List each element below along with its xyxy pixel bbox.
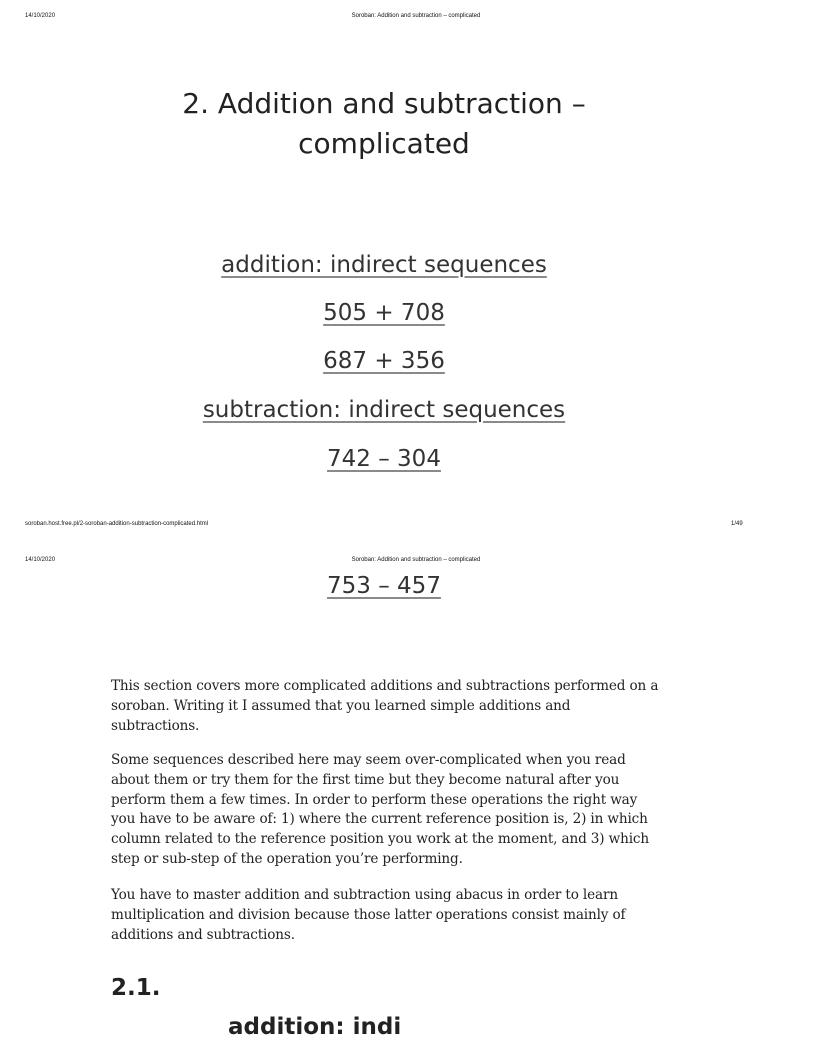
section-number: 2.1. bbox=[111, 975, 161, 1001]
print-date-page-2: 14/10/2020 bbox=[25, 557, 56, 563]
section-heading-partial: addition: indi bbox=[228, 1014, 402, 1040]
toc-item-subtraction-indirect bbox=[0, 395, 768, 425]
toc-link-addition-indirect[interactable]: addition: indirect sequences bbox=[221, 252, 547, 278]
toc-item-687-356 bbox=[0, 346, 768, 376]
article-title-line-2: complicated bbox=[298, 127, 470, 160]
sequences-paragraph: Some sequences described here may seem over-complicated when you read about them or try them for the first time but they become natural after you perform them a few times. In order to perform these operations the right way you have to be aware of: 1) where the current reference position is, 2) in which column related to the reference position you work at the moment, and 3) which step or sub-step of the operation you’re performing. bbox=[111, 752, 649, 867]
intro-paragraph: This section covers more complicated additions and subtractions performed on a soroban. Writing it I assumed that you learned simple additions and subtractions. bbox=[111, 678, 659, 734]
toc-item-742-304 bbox=[0, 444, 768, 474]
mastery-paragraph: You have to master addition and subtraction using abacus in order to learn multiplication and division because those latter operations consist mainly of additions and subtractions. bbox=[111, 887, 626, 943]
print-page-title: Soroban: Addition and subtraction – complicated bbox=[351, 13, 481, 19]
toc-link-753-457[interactable]: 753 – 457 bbox=[327, 573, 441, 599]
toc-item-753-457 bbox=[0, 571, 768, 601]
toc-link-505-708[interactable]: 505 + 708 bbox=[323, 300, 445, 326]
toc-link-742-304[interactable]: 742 – 304 bbox=[327, 446, 441, 472]
toc-item-addition-indirect bbox=[0, 250, 768, 280]
article-title-line-1: 2. Addition and subtraction – bbox=[182, 87, 586, 120]
print-url: soroban.host.free.pl/2-soroban-addition-subtraction-complicated.html bbox=[25, 521, 209, 527]
toc-link-subtraction-indirect[interactable]: subtraction: indirect sequences bbox=[202, 397, 566, 423]
print-page-title-page-2: Soroban: Addition and subtraction – complicated bbox=[351, 557, 481, 563]
toc-item-505-708 bbox=[0, 298, 768, 328]
toc-link-687-356[interactable]: 687 + 356 bbox=[323, 348, 445, 374]
print-page-number: 1/49 bbox=[731, 521, 743, 527]
print-date: 14/10/2020 bbox=[25, 13, 56, 19]
